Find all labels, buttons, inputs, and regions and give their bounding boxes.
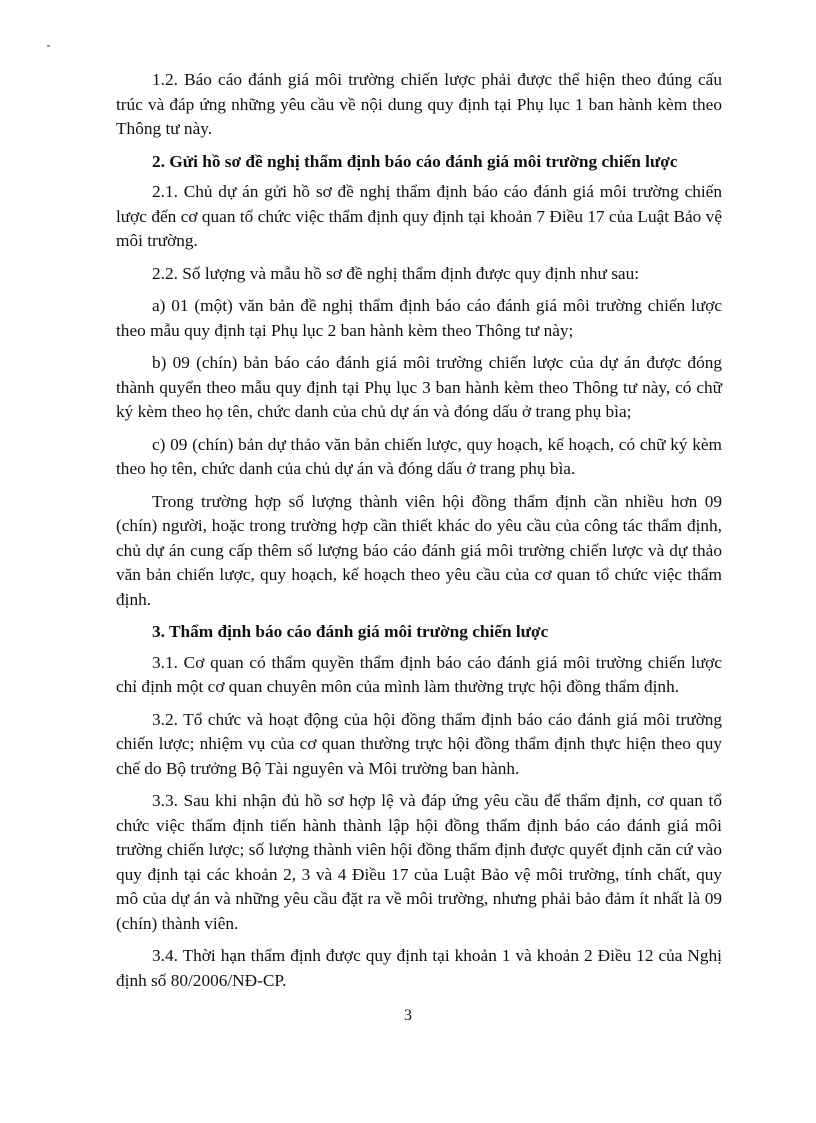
page-number: 3 — [404, 1007, 412, 1024]
list-item-a: a) 01 (một) văn bản đề nghị thẩm định báo cáo đánh giá môi trường chiến lược theo mẫu quy định tại Phụ lục 2 ban hành kèm theo Thông tư này; — [116, 296, 722, 340]
list-item-c: c) 09 (chín) bản dự thảo văn bản chiến lược, quy hoạch, kế hoạch, có chữ ký kèm theo họ tên, chức danh của chủ dự án và đóng dấu ở trang phụ bìa. — [116, 434, 722, 478]
paragraph-3-4: 3.4. Thời hạn thẩm định được quy định tại khoản 1 và khoản 2 Điều 12 của Nghị định số 80/2006/NĐ-CP. — [116, 946, 722, 990]
paragraph-3-3: 3.3. Sau khi nhận đủ hồ sơ hợp lệ và đáp ứng yêu cầu để thẩm định, cơ quan tổ chức việc thẩm định tiến hành thành lập hội đồng thẩm định báo cáo đánh giá môi trường chiến lược; số lượng thành viên hội đồng thẩm định được quyết định căn cứ vào quy định tại các khoản 2, 3 và 4 Điều 17 của Luật Bảo vệ môi trường, tính chất, quy mô của dự án và những yêu cầu đặt ra về môi trường, nhưng phải bảo đảm ít nhất là 09 (chín) thành viên. — [116, 791, 722, 933]
paragraph-3-1: 3.1. Cơ quan có thẩm quyền thẩm định báo cáo đánh giá môi trường chiến lược chỉ định một cơ quan chuyên môn của mình làm thường trực hội đồng thẩm định. — [116, 652, 722, 696]
paragraph-2-1: 2.1. Chủ dự án gửi hồ sơ đề nghị thẩm định báo cáo đánh giá môi trường chiến lược đến cơ quan tổ chức việc thẩm định quy định tại khoản 7 Điều 17 của Luật Bảo vệ môi trường. — [116, 182, 722, 250]
paragraph-additional-copies: Trong trường hợp số lượng thành viên hội đồng thẩm định cần nhiều hơn 09 (chín) người, hoặc trong trường hợp cần thiết khác do yêu cầu của công tác thẩm định, chủ dự án cung cấp thêm số lượng báo cáo đánh giá môi trường chiến lược và dự thảo văn bản chiến lược, quy hoạch, kế hoạch theo yêu cầu của cơ quan tổ chức việc thẩm định. — [116, 491, 722, 609]
scan-mark — [47, 45, 50, 47]
paragraph-1-2: 1.2. Báo cáo đánh giá môi trường chiến lược phải được thể hiện theo đúng cấu trúc và đáp ứng những yêu cầu về nội dung quy định tại Phụ lục 1 ban hành kèm theo Thông tư này. — [116, 70, 722, 138]
document-body — [116, 68, 722, 1001]
section-heading-2: 2. Gửi hồ sơ đề nghị thẩm định báo cáo đánh giá môi trường chiến lược — [152, 151, 678, 171]
paragraph-2-2: 2.2. Số lượng và mẫu hồ sơ đề nghị thẩm định được quy định như sau: — [152, 263, 640, 283]
paragraph-3-2: 3.2. Tổ chức và hoạt động của hội đồng thẩm định báo cáo đánh giá môi trường chiến lược; nhiệm vụ của cơ quan thường trực hội đồng thẩm định thực hiện theo quy chế do Bộ trưởng Bộ Tài nguyên và Môi trường ban hành. — [116, 709, 722, 778]
section-heading-3: 3. Thẩm định báo cáo đánh giá môi trường chiến lược — [152, 622, 549, 641]
list-item-b: b) 09 (chín) bản báo cáo đánh giá môi trường chiến lược của dự án được đóng thành quyển theo mẫu quy định tại Phụ lục 3 ban hành kèm theo Thông tư này, có chữ ký kèm theo họ tên, chức danh của chủ dự án và đóng dấu ở trang phụ bìa; — [116, 353, 722, 421]
